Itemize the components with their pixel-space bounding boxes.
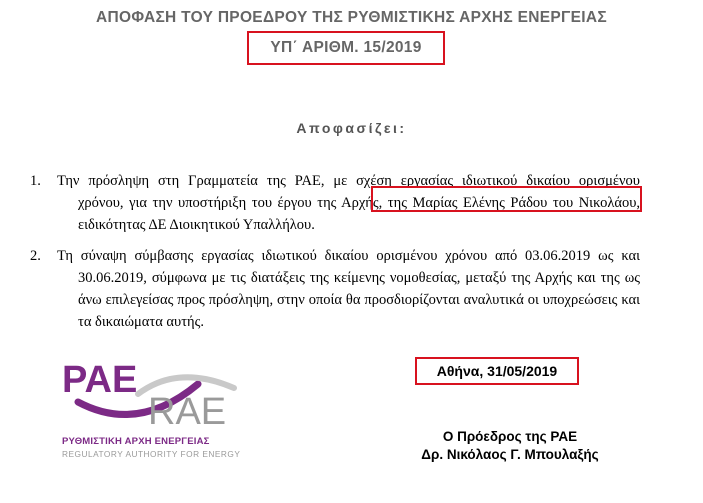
place-date: Αθήνα, 31/05/2019 bbox=[436, 363, 558, 379]
rae-logo bbox=[38, 360, 248, 436]
item-line: άνω επιλεγείσας προς πρόσληψη, στην οποία θα προσδιορίζονται αναλυτικά οι υποχρεώσεις και bbox=[78, 292, 640, 308]
decides-heading: Αποφασίζει: bbox=[296, 120, 407, 136]
decision-item-2 bbox=[30, 245, 640, 333]
document-title: ΑΠΟΦΑΣΗ ΤΟΥ ΠΡΟΕΔΡΟΥ ΤΗΣ ΡΥΘΜΙΣΤΙΚΗΣ ΑΡΧΗΣ ΕΝΕΡΓΕΙΑΣ bbox=[96, 9, 607, 26]
item-line: 30.06.2019, σύμφωνα με τις διατάξεις της κείμενης νομοθεσίας, μεταξύ της Αρχής και της ως bbox=[78, 270, 640, 286]
item-line: ειδικότητας ΔΕ Διοικητικού Υπαλλήλου. bbox=[78, 217, 315, 233]
logo-mark-latin: RAE bbox=[148, 391, 227, 433]
place-date-highlight bbox=[415, 357, 579, 385]
signature-role: Ο Πρόεδρος της ΡΑΕ bbox=[442, 429, 578, 444]
item-number: 2. bbox=[30, 248, 41, 264]
signature-name: Δρ. Νικόλαος Γ. Μπουλαξής bbox=[421, 447, 599, 462]
employee-name-highlight bbox=[371, 186, 642, 212]
logo-tagline-english: REGULATORY AUTHORITY FOR ENERGY bbox=[62, 449, 241, 459]
decision-number-highlight bbox=[247, 31, 445, 65]
item-line: Τη σύναψη σύμβασης εργασίας ιδιωτικού δικαίου ορισμένου χρόνου από 03.06.2019 ως και bbox=[57, 248, 640, 264]
item-number: 1. bbox=[30, 173, 41, 189]
item-line: τα δικαιώματα αυτής. bbox=[78, 314, 204, 330]
logo-tagline-greek: ΡΥΘΜΙΣΤΙΚΗ ΑΡΧΗ ΕΝΕΡΓΕΙΑΣ bbox=[62, 436, 210, 447]
logo-mark-greek: ΡΑΕ bbox=[62, 360, 138, 401]
item-line: Την πρόσληψη στη Γραμματεία της ΡΑΕ, με σχέση εργασίας ιδιωτικού δικαίου ορισμένου bbox=[57, 173, 640, 189]
item-line: χρόνου, για την υποστήριξη του έργου της Αρχής, της Μαρίας Ελένης Ράδου του Νικολάου, bbox=[78, 195, 640, 211]
decision-number: ΥΠ΄ ΑΡΙΘΜ. 15/2019 bbox=[270, 39, 422, 56]
